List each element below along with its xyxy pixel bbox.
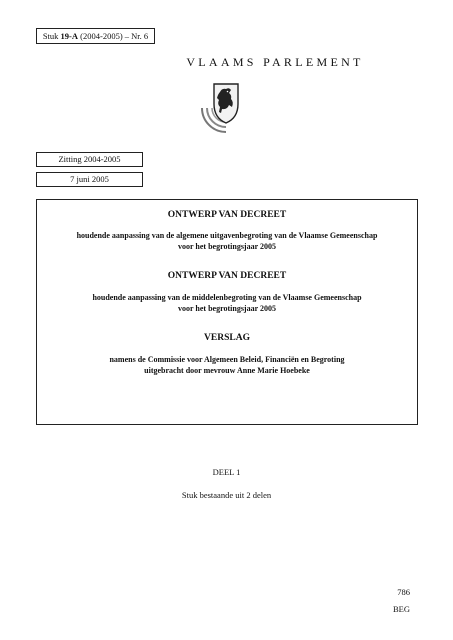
session-date-box: 7 juni 2005 [36, 172, 143, 187]
footer-number: 786 [397, 587, 410, 597]
decree-subtitle-1-line-2: voor het begrotingsjaar 2005 [178, 242, 276, 251]
report-line-2: uitgebracht door mevrouw Anne Marie Hoebeke [144, 366, 310, 375]
flemish-lion-emblem-icon [196, 78, 256, 138]
document-reference-box [36, 28, 155, 44]
decree-subtitle-2-line-2: voor het begrotingsjaar 2005 [178, 304, 276, 313]
title-block [36, 199, 418, 425]
session-year-box: Zitting 2004-2005 [36, 152, 143, 167]
part-composition: Stuk bestaande uit 2 delen [181, 490, 272, 500]
reference-number: 19-A [60, 31, 79, 41]
footer-code: BEG [393, 604, 410, 614]
decree-heading-2: ONTWERP VAN DECREET [167, 271, 287, 281]
decree-subtitle-1-line-1: houdende aanpassing van de algemene uitgavenbegroting van de Vlaamse Gemeenschap [76, 231, 378, 240]
report-line-1: namens de Commissie voor Algemeen Beleid, Financiën en Begroting [109, 355, 345, 364]
decree-heading-1: ONTWERP VAN DECREET [167, 210, 287, 220]
institution-title: VLAAMS PARLEMENT [186, 55, 364, 69]
reference-suffix: (2004-2005) – Nr. 6 [78, 31, 149, 41]
part-label: DEEL 1 [212, 467, 241, 477]
decree-subtitle-2-line-1: houdende aanpassing van de middelenbegroting van de Vlaamse Gemeenschap [92, 293, 362, 302]
report-heading: VERSLAG [204, 333, 250, 343]
reference-prefix: Stuk [42, 31, 61, 41]
